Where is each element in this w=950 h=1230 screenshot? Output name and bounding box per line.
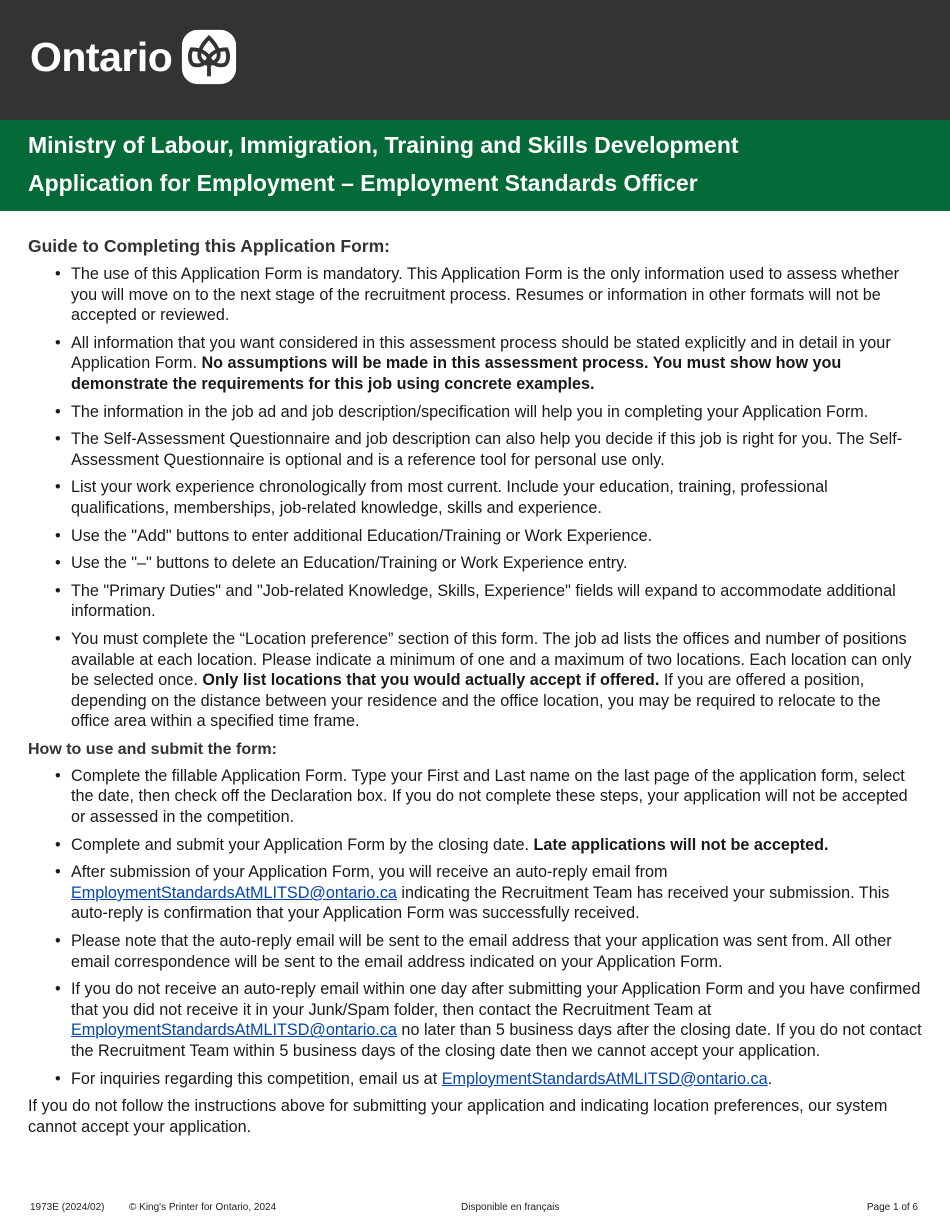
list-item: [28, 835, 922, 856]
item-emphasis: Only list locations that you would actually accept if offered.: [202, 671, 660, 690]
item-text: After submission of your Application Form, you will receive an auto-reply email from: [71, 863, 668, 882]
header-bar: [0, 0, 950, 120]
list-item: [28, 979, 922, 1061]
item-text: Use the "–" buttons to delete an Education/Training or Work Experience entry.: [71, 554, 628, 573]
item-text: Please note that the auto-reply email will be sent to the email address that your application was sent from. All other email correspondence will be sent to the email address indicated on your Application Form.: [71, 932, 892, 971]
instructions: [28, 234, 922, 1137]
list-item: [28, 931, 922, 972]
list-item: [28, 264, 922, 326]
item-text: The use of this Application Form is mandatory. This Application Form is the only information used to assess whether you will move on to the next stage of the recruitment process. Resumes or information in other formats will not be accepted or reviewed.: [71, 265, 900, 325]
item-text: For inquiries regarding this competition, email us at: [71, 1069, 442, 1088]
list-item: [28, 526, 922, 547]
item-text: Use the "Add" buttons to enter additional Education/Training or Work Experience.: [71, 526, 653, 545]
item-text: The information in the job ad and job description/specification will help you in completing your Application Form.: [71, 402, 869, 421]
item-emphasis: No assumptions will be made in this assessment process. You must show how you demonstrate the requirements for this job using concrete examples.: [71, 354, 842, 393]
guide-list: [28, 264, 922, 732]
logo-wordmark: Ontario: [30, 33, 173, 80]
how-list: [28, 766, 922, 1089]
list-item: [28, 477, 922, 518]
french-availability: Disponible en français: [461, 1202, 560, 1213]
list-item: [28, 553, 922, 574]
list-item: [28, 862, 922, 924]
how-heading: How to use and submit the form:: [28, 740, 277, 758]
form-code: 1973E (2024/02): [30, 1202, 105, 1213]
item-emphasis: Late applications will not be accepted.: [533, 835, 829, 854]
item-text: The "Primary Duties" and "Job-related Knowledge, Skills, Experience" fields will expand to accommodate additional information.: [71, 581, 896, 621]
item-text: Complete and submit your Application Form by the closing date.: [71, 835, 534, 854]
item-text: The Self-Assessment Questionnaire and job description can also help you decide if this job is right for you. The Self-Assessment Questionnaire is optional and is a reference tool for personal use only.: [71, 430, 903, 469]
list-item: [28, 766, 922, 828]
ministry-name: Ministry of Labour, Immigration, Training and Skills Development: [28, 132, 739, 158]
item-text: List your work experience chronologically from most current. Include your education, training, professional qualifications, memberships, job-related knowledge, skills and experience.: [71, 478, 828, 517]
item-text: If you do not receive an auto-reply email within one day after submitting your Application Form and you have confirmed that you did not receive it in your Junk/Spam folder, then contact the Recruitment Team at: [71, 980, 921, 1019]
closing-note: If you do not follow the instructions above for submitting your application and indicating location preferences, our system cannot accept your application.: [28, 1097, 888, 1136]
item-text-after: .: [767, 1069, 773, 1088]
list-item: [28, 429, 922, 470]
email-link[interactable]: EmploymentStandardsAtMLITSD@ontario.ca: [441, 1069, 768, 1088]
list-item: [28, 581, 922, 622]
page-number: Page 1 of 6: [866, 1202, 918, 1213]
title-banner: [0, 120, 950, 211]
guide-heading: Guide to Completing this Application Form:: [28, 236, 390, 256]
ontario-logo: [30, 28, 238, 86]
list-item: [28, 402, 922, 423]
item-text-after: indicating the Recruitment Team has received your submission. This auto-reply is confirmation that your Application Form was successfully received.: [71, 883, 890, 923]
item-text-after: If you are offered a position, depending on the distance between your residence and the office location, you may be required to relocate to the office area within a specified time frame.: [71, 671, 881, 731]
email-link[interactable]: EmploymentStandardsAtMLITSD@ontario.ca: [71, 1021, 397, 1040]
item-text: Complete the fillable Application Form. Type your First and Last name on the last page of the application form, select the date, then check off the Declaration box. If you do not complete these steps, your application will not be accepted or assessed in the competition.: [71, 766, 908, 827]
item-text: You must complete the “Location preference” section of this form. The job ad lists the offices and number of positions available at each location. Please indicate a minimum of one and a maximum of two locations. Each location can only be selected once.: [71, 629, 912, 690]
email-link[interactable]: EmploymentStandardsAtMLITSD@ontario.ca: [71, 883, 397, 902]
list-item: [28, 333, 922, 395]
form-title: Application for Employment – Employment Standards Officer: [28, 170, 698, 196]
list-item: [28, 629, 922, 732]
list-item: [28, 1069, 922, 1090]
trillium-icon: [180, 28, 238, 86]
copyright: © King's Printer for Ontario, 2024: [129, 1202, 277, 1213]
footer: [30, 1202, 920, 1216]
item-text: All information that you want considered in this assessment process should be stated explicitly and in detail in your Application Form.: [71, 333, 891, 373]
item-text-after: no later than 5 business days after the closing date. If you do not contact the Recruitment Team within 5 business days of the closing date then we cannot accept your application.: [71, 1021, 922, 1060]
